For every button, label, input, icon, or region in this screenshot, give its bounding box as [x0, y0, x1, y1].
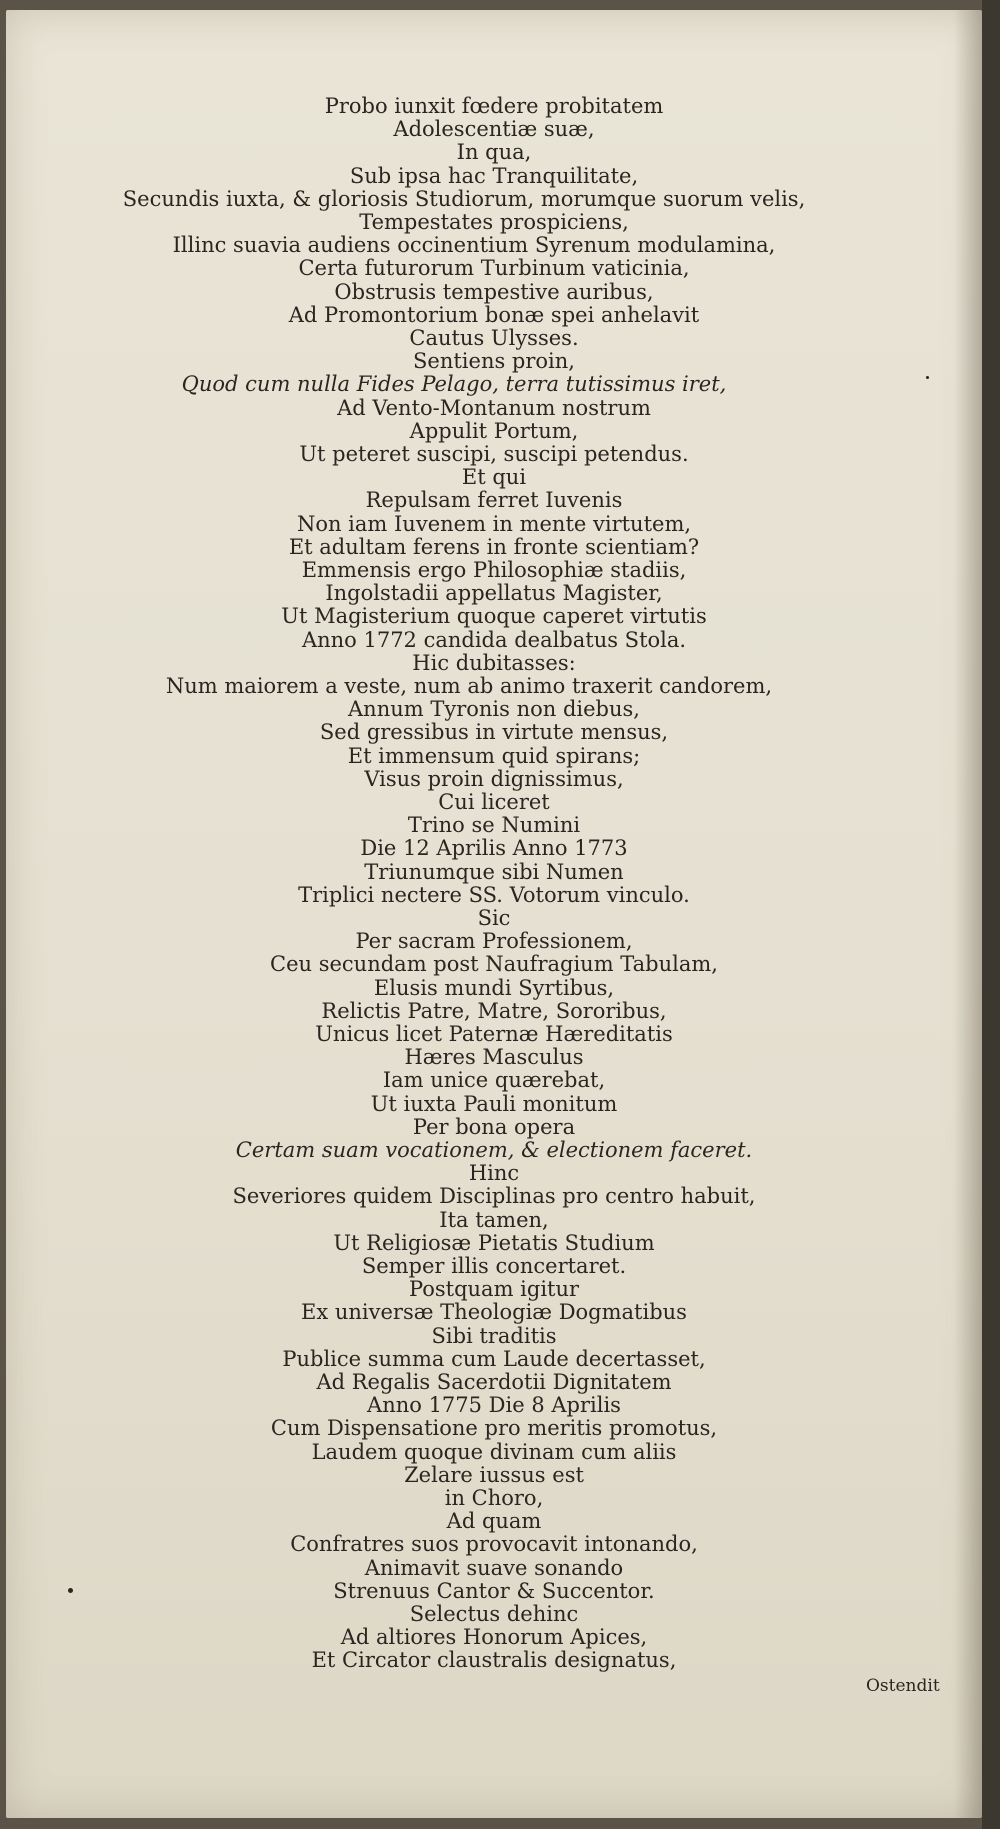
text-line: Hæres Masculus	[404, 1045, 584, 1070]
text-line: Ut peteret suscipi, suscipi petendus.	[299, 442, 689, 466]
text-line: Obstrusis tempestive auribus,	[334, 279, 654, 304]
text-line: Et adultam ferens in fronte scientiam?	[288, 534, 700, 559]
text-line: Num maiorem a veste, num ab animo traxerit candorem,	[165, 674, 773, 698]
text-line: Sed gressibus in virtute mensus,	[319, 720, 669, 745]
text-line: Die 12 Aprilis Anno 1773	[360, 836, 628, 861]
text-line: Relictis Patre, Matre, Sororibus,	[321, 998, 667, 1023]
text-line: Ceu secundam post Naufragium Tabulam,	[270, 952, 718, 977]
text-line: Annum Tyronis non diebus,	[348, 697, 640, 722]
background-edge	[982, 0, 1000, 1829]
text-line: Ad altiores Honorum Apices,	[340, 1625, 648, 1650]
text-line: Visus proin dignissimus,	[364, 766, 624, 791]
text-line: Ut Religiosæ Pietatis Studium	[333, 1230, 655, 1255]
text-line: Triunumque sibi Numen	[364, 859, 624, 884]
text-line: Ad Promontorium bonæ spei anhelavit	[288, 302, 700, 327]
text-line: Animavit suave sonando	[364, 1555, 624, 1580]
text-line: Cui liceret	[438, 790, 550, 814]
text-line: Sic	[477, 906, 511, 930]
text-line: Illinc suavia audiens occinentium Syrenum modulamina,	[172, 233, 776, 258]
text-line: Publice summa cum Laude decertasset,	[282, 1346, 706, 1371]
text-line: Ingolstadii appellatus Magister,	[325, 581, 663, 606]
text-line: Adolescentiæ suæ,	[393, 117, 595, 142]
text-line: Per sacram Professionem,	[355, 929, 633, 954]
text-line: Anno 1775 Die 8 Aprilis	[367, 1393, 621, 1418]
text-line: Triplici nectere SS. Votorum vinculo.	[298, 882, 690, 907]
text-line: Certam suam vocationem, & electionem faceret.	[235, 1138, 753, 1162]
text-line: Quod cum nulla Fides Pelago, terra tutissimus iret,	[181, 372, 727, 397]
text-line: Certa futurorum Turbinum vaticinia,	[298, 256, 690, 281]
text-line: Emmensis ergo Philosophiæ stadiis,	[301, 558, 687, 582]
text-line: Iam unice quærebat,	[382, 1068, 606, 1093]
text-line: Postquam igitur	[408, 1277, 580, 1302]
ink-spot	[68, 1588, 73, 1593]
text-line: Hic dubitasses:	[412, 650, 576, 675]
text-line: Ad Vento-Montanum nostrum	[337, 395, 651, 420]
text-line: Per bona opera	[412, 1114, 576, 1139]
text-line: in Choro,	[444, 1486, 544, 1510]
text-line: Hinc	[468, 1161, 520, 1186]
text-line: Probo iunxit fœdere probitatem	[324, 94, 664, 118]
text-line: Et immensum quid spirans;	[347, 743, 641, 768]
text-line: Tempestates prospiciens,	[359, 210, 629, 234]
text-line: Confratres suos provocavit intonando,	[290, 1532, 698, 1557]
text-line: Cautus Ulysses.	[409, 326, 579, 350]
text-line: Severiores quidem Disciplinas pro centro habuit,	[232, 1184, 756, 1209]
text-line: Sub ipsa hac Tranquilitate,	[349, 163, 639, 188]
text-line: Appulit Portum,	[409, 418, 579, 443]
text-line: Ut Magisterium quoque caperet virtutis	[281, 604, 707, 629]
text-line: Ad Regalis Sacerdotii Dignitatem	[316, 1370, 672, 1394]
text-line: Cum Dispensatione pro meritis promotus,	[270, 1416, 718, 1441]
text-line: Elusis mundi Syrtibus,	[373, 975, 615, 1000]
text-line: Ut iuxta Pauli monitum	[370, 1091, 618, 1116]
text-line: Repulsam ferret Iuvenis	[365, 488, 623, 513]
text-line: Sentiens proin,	[413, 349, 575, 374]
text-line: Et qui	[461, 465, 527, 490]
text-line: Ita tamen,	[439, 1207, 549, 1232]
text-line: Unicus licet Paternæ Hæreditatis	[315, 1022, 673, 1046]
text-line: Secundis iuxta, & gloriosis Studiorum, morumque suorum velis,	[122, 186, 806, 211]
text-line: Sibi traditis	[431, 1323, 557, 1348]
text-line: Ex universæ Theologiæ Dogmatibus	[301, 1300, 687, 1325]
text-line: In qua,	[456, 140, 532, 165]
catchword: Ostendit	[866, 1676, 940, 1696]
text-line: Laudem quoque divinam cum aliis	[311, 1439, 677, 1464]
text-line: Et Circator claustralis designatus,	[311, 1648, 677, 1673]
text-line: Zelare iussus est	[404, 1462, 584, 1487]
text-line: Anno 1772 candida dealbatus Stola.	[301, 627, 687, 652]
text-line: Semper illis concertaret.	[361, 1254, 627, 1278]
text-line: Non iam Iuvenem in mente virtutem,	[296, 511, 692, 536]
document-page	[6, 10, 982, 1818]
ink-spot	[926, 376, 929, 379]
text-line: Strenuus Cantor & Succentor.	[333, 1578, 655, 1603]
text-line: Ad quam	[446, 1509, 542, 1534]
text-line: Selectus dehinc	[409, 1602, 579, 1626]
text-line: Trino se Numini	[407, 813, 581, 838]
